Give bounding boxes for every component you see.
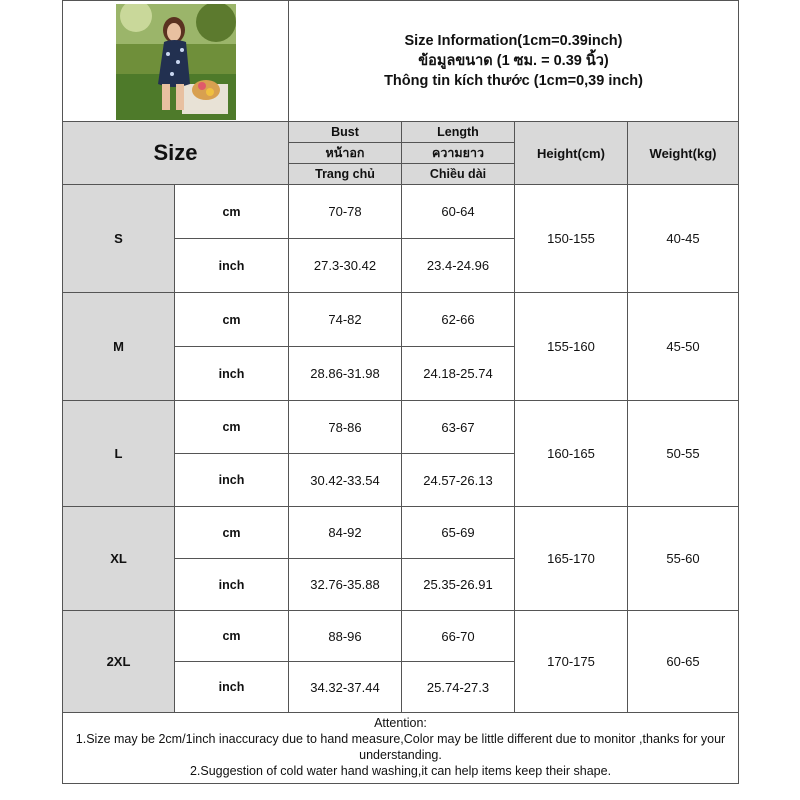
bust-cm-value: 70-78: [289, 185, 402, 239]
weight-value: 50-55: [628, 401, 739, 507]
weight-value: 45-50: [628, 293, 739, 401]
size-info-header: [289, 1, 739, 122]
height-value: 160-165: [515, 401, 628, 507]
height-header: Height(cm): [515, 122, 628, 185]
table-row: [63, 293, 739, 347]
bust-header-vi: Trang chủ: [289, 164, 402, 185]
height-value: 155-160: [515, 293, 628, 401]
size-label: L: [63, 401, 175, 507]
bust-inch-value: 34.32-37.44: [289, 662, 402, 713]
unit-cm: cm: [175, 293, 289, 347]
size-info-title-vi: Thông tin kích thước (1cm=0,39 inch): [384, 73, 643, 89]
unit-inch: inch: [175, 454, 289, 507]
bust-cm-value: 88-96: [289, 611, 402, 662]
bust-inch-value: 28.86-31.98: [289, 347, 402, 401]
length-inch-value: 25.35-26.91: [402, 559, 515, 611]
weight-header: Weight(kg): [628, 122, 739, 185]
length-cm-value: 66-70: [402, 611, 515, 662]
bust-inch-value: 32.76-35.88: [289, 559, 402, 611]
size-label: M: [63, 293, 175, 401]
bust-cm-value: 74-82: [289, 293, 402, 347]
length-inch-value: 23.4-24.96: [402, 239, 515, 293]
attention-note-2: 2.Suggestion of cold water hand washing,it can help items keep their shape.: [189, 764, 612, 778]
bust-header-th: หน้าอก: [289, 143, 402, 164]
length-header-vi: Chiều dài: [402, 164, 515, 185]
weight-value: 55-60: [628, 507, 739, 611]
length-inch-value: 24.18-25.74: [402, 347, 515, 401]
unit-inch: inch: [175, 559, 289, 611]
size-info-title-en: Size Information(1cm=0.39inch): [404, 33, 623, 49]
unit-inch: inch: [175, 347, 289, 401]
unit-cm: cm: [175, 401, 289, 454]
attention-note-1: 1.Size may be 2cm/1inch inaccuracy due to hand measure,Color may be little different due to monitor ,thanks for your understanding.: [75, 732, 726, 762]
bust-inch-value: 27.3-30.42: [289, 239, 402, 293]
weight-value: 40-45: [628, 185, 739, 293]
size-info-title-th: ข้อมูลขนาด (1 ซม. = 0.39 นิ้ว): [418, 53, 609, 69]
size-label: S: [63, 185, 175, 293]
unit-cm: cm: [175, 507, 289, 559]
size-label: 2XL: [63, 611, 175, 713]
unit-inch: inch: [175, 239, 289, 293]
weight-value: 60-65: [628, 611, 739, 713]
bust-cm-value: 78-86: [289, 401, 402, 454]
length-header: Length: [402, 122, 515, 143]
unit-inch: inch: [175, 662, 289, 713]
table-row: [63, 611, 739, 662]
product-photo: [116, 4, 236, 120]
length-header-th: ความยาว: [402, 143, 515, 164]
bust-header: Bust: [289, 122, 402, 143]
product-photo-cell: [63, 1, 289, 122]
height-value: 150-155: [515, 185, 628, 293]
table-row: [63, 401, 739, 454]
bust-cm-value: 84-92: [289, 507, 402, 559]
height-value: 165-170: [515, 507, 628, 611]
size-table: [62, 0, 739, 784]
size-column-header: Size: [63, 122, 289, 185]
height-value: 170-175: [515, 611, 628, 713]
length-cm-value: 65-69: [402, 507, 515, 559]
size-chart: [62, 0, 738, 800]
size-label: XL: [63, 507, 175, 611]
bust-inch-value: 30.42-33.54: [289, 454, 402, 507]
table-row: [63, 185, 739, 239]
attention-title: Attention:: [374, 716, 427, 730]
length-inch-value: 24.57-26.13: [402, 454, 515, 507]
unit-cm: cm: [175, 611, 289, 662]
table-row: [63, 507, 739, 559]
attention-notes: [63, 713, 739, 784]
length-cm-value: 63-67: [402, 401, 515, 454]
length-cm-value: 62-66: [402, 293, 515, 347]
length-inch-value: 25.74-27.3: [402, 662, 515, 713]
length-cm-value: 60-64: [402, 185, 515, 239]
unit-cm: cm: [175, 185, 289, 239]
